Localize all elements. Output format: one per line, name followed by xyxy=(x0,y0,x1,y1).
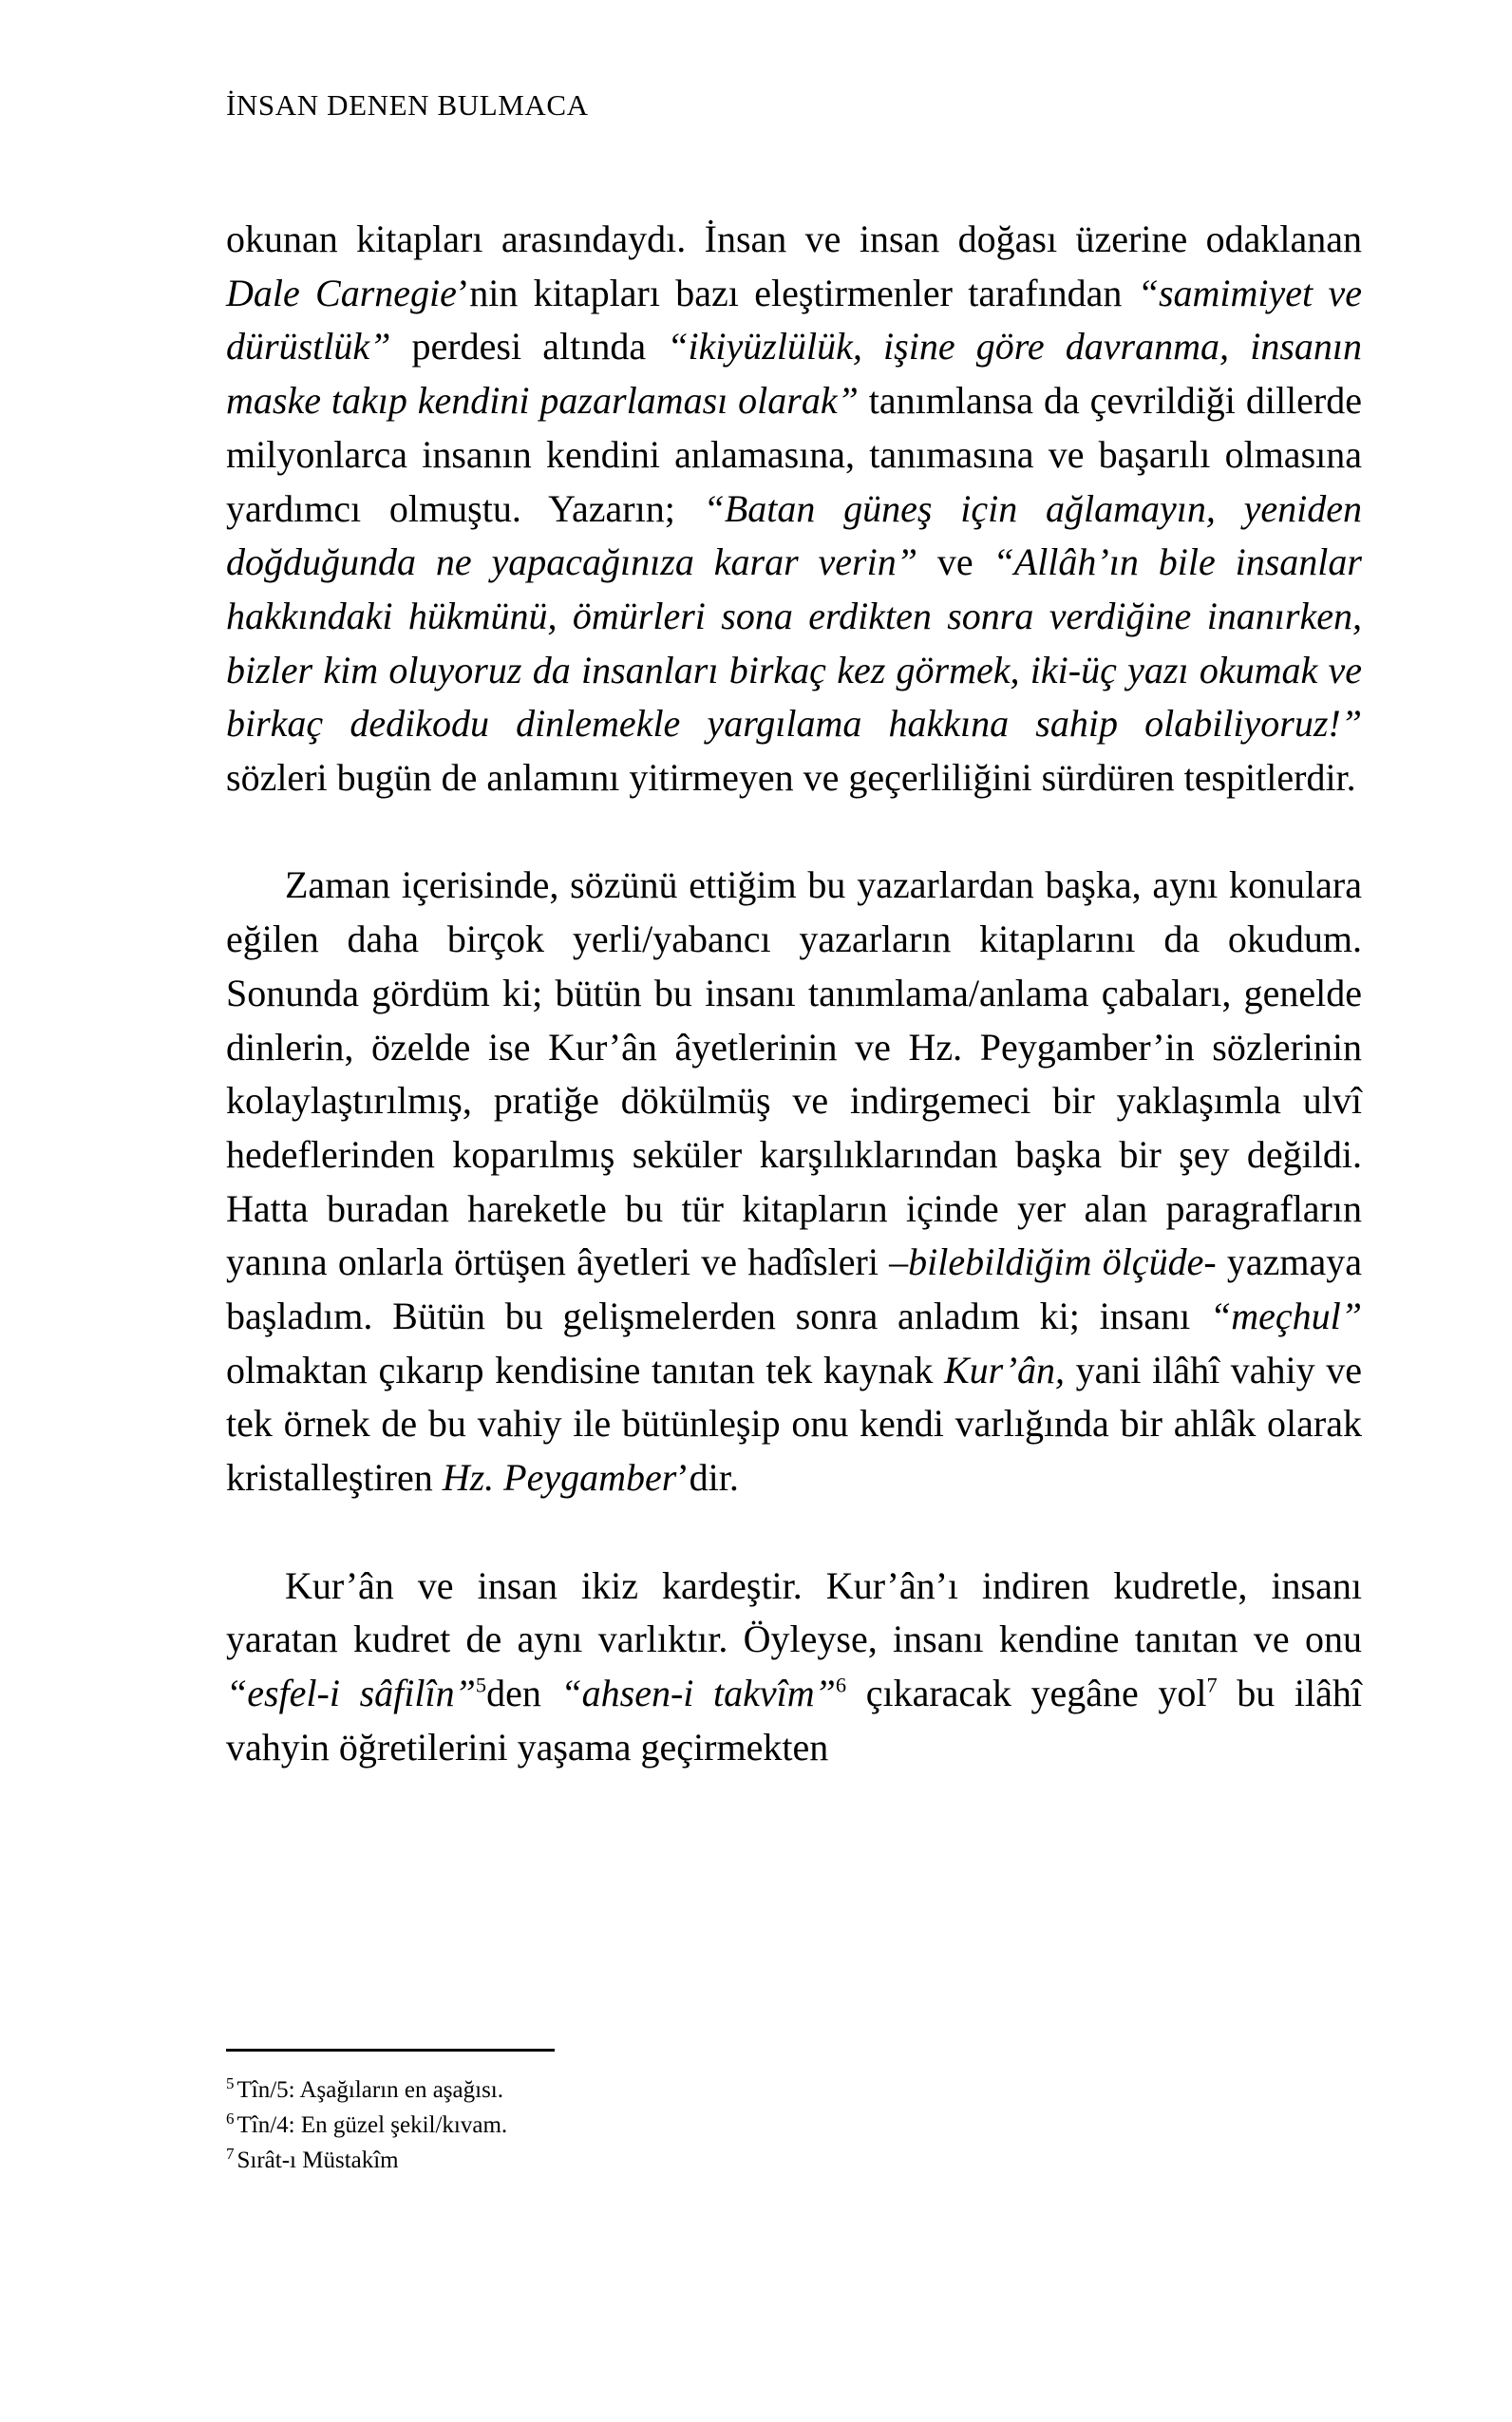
italic-run: Kur’ân, xyxy=(943,1348,1066,1391)
footnote-marker: 7 xyxy=(226,2144,235,2163)
italic-run: “ahsen-i takvîm” xyxy=(560,1671,836,1714)
footnote-reference-5: 5 xyxy=(475,1673,487,1697)
italic-run: “ikiyüzlülük, işine göre davranma, insanın maske takıp kendini pazarlaması olarak” xyxy=(226,325,1362,423)
text-run: ve xyxy=(917,540,993,584)
footnote-reference-6: 6 xyxy=(835,1673,847,1697)
italic-run: “meçhul” xyxy=(1210,1295,1362,1338)
para-3 xyxy=(226,1560,1362,1775)
text-run: Zaman içerisinde, sözünü ettiğim bu yazarlardan başka, aynı konulara eğilen daha birçok yerli/yabancı yazarların kitaplarını da okudum. Sonunda gördüm ki; bütün bu insanı tanımlama/anlama çabaları, genelde dinlerin, özelde ise Kur’ân âyetlerinin ve Hz. Peygamber’in sözlerinin kolaylaştırılmış, pratiğe dökülmüş ve indirgemeci bir yaklaşımla ulvî hedeflerinden koparılmış seküler karşılıklarından başka bir şey değildi. Hatta buradan hareketle bu tür kitapların içinde yer alan paragrafların yanına onlarla örtüşen âyetleri ve hadîsleri – xyxy=(226,863,1362,1284)
text-run: çıkaracak yegâne yol xyxy=(846,1671,1207,1714)
running-header: İNSAN DENEN BULMACA xyxy=(226,88,589,122)
italic-run: “Batan güneş için ağlamayın, yeniden doğduğunda ne yapacağınıza karar verin” xyxy=(226,486,1363,584)
text-run: ’dir. xyxy=(676,1456,739,1500)
italic-run: Hz. Peygamber xyxy=(442,1456,677,1500)
footnote-separator-rule xyxy=(226,2049,555,2052)
text-run: perdesi altında xyxy=(390,325,668,369)
italic-run: “samimiyet ve dürüstlük” xyxy=(226,271,1362,369)
italic-run: bilebildiğim ölçüde xyxy=(908,1240,1204,1284)
footnote-reference-7: 7 xyxy=(1206,1673,1218,1697)
text-run: - yazmaya başladım. Bütün bu gelişmelerden sonra anladım ki; insanı xyxy=(226,1240,1362,1338)
text-run: okunan kitapları arasındaydı. İnsan ve insan doğası üzerine odaklanan xyxy=(226,218,1362,260)
footnote-text: Tîn/4: En güzel şekil/kıvam. xyxy=(236,2112,508,2138)
footnote-item xyxy=(226,2072,1362,2108)
text-run: ’nin kitapları bazı eleştirmenler tarafından xyxy=(456,271,1138,314)
text-run: tanımlansa da çevrildiği dillerde milyonlarca insanın kendini anlamasına, tanımasına ve başarılı olmasına yardımcı olmuştu. Yazarın; xyxy=(226,379,1362,530)
footnote-list xyxy=(226,2072,1362,2178)
text-run: yani ilâhî vahiy ve tek örnek de bu vahiy ile bütünleşip onu kendi varlığında bir ahlâk olarak kristalleştiren xyxy=(226,1348,1362,1500)
footnote-marker: 6 xyxy=(226,2109,235,2128)
para-2 xyxy=(226,859,1362,1504)
text-run: den xyxy=(486,1671,561,1714)
italic-run: “Allâh’ın bile insanlar hakkındaki hükmünü, ömürleri sona erdikten sonra verdiğine inanırken, bizler kim oluyoruz da insanları birkaç kez görmek, iki-üç yazı okumak ve birkaç dedikodu dinlemekle yargılama hakkına sahip olabiliyoruz!” xyxy=(226,540,1362,746)
text-run: sözleri bugün de anlamını yitirmeyen ve geçerliliğini sürdüren tespitlerdir. xyxy=(226,756,1356,800)
body-text-block xyxy=(226,213,1362,1774)
footnote-text: Sırât-ı Müstakîm xyxy=(236,2148,399,2173)
footnote-marker: 5 xyxy=(226,2073,235,2092)
para-1 xyxy=(226,213,1362,805)
italic-run: “esfel-i sâfilîn” xyxy=(226,1671,476,1714)
italic-run: Dale Carnegie xyxy=(226,271,457,314)
footnote-item xyxy=(226,2108,1362,2143)
text-run: Kur’ân ve insan ikiz kardeştir. Kur’ân’ı indiren kudretle, insanı yaratan kudret de aynı varlıktır. Öyleyse, insanı kendine tanıtan ve onu xyxy=(226,1563,1362,1661)
text-run: olmaktan çıkarıp kendisine tanıtan tek kaynak xyxy=(226,1348,944,1391)
footnote-item xyxy=(226,2143,1362,2178)
footnote-text: Tîn/5: Aşağıların en aşağısı. xyxy=(236,2077,504,2103)
text-run: bu ilâhî vahyin öğretilerini yaşama geçirmekten xyxy=(226,1671,1363,1769)
